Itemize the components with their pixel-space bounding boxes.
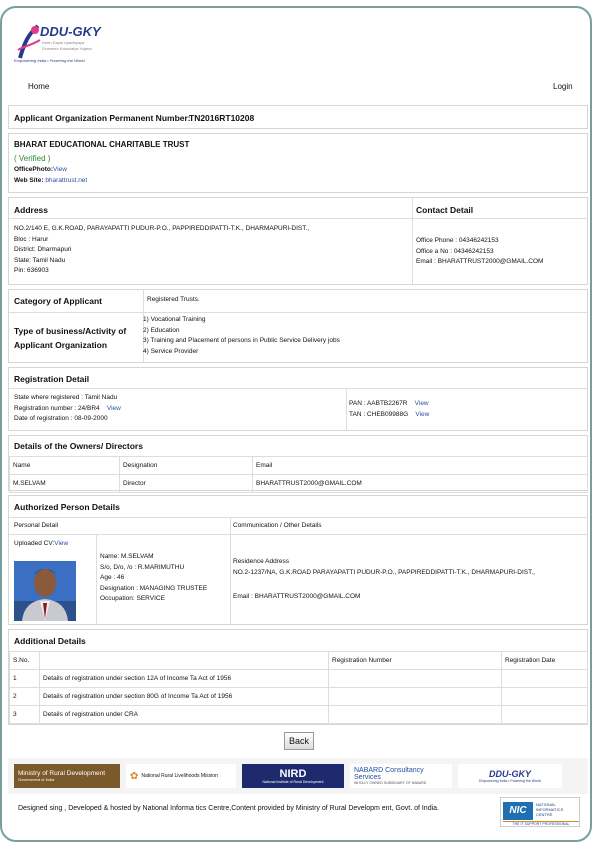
row-reg-date: [502, 670, 588, 688]
registration-state: State where registered : Tamil Nadu: [14, 394, 118, 401]
address-line: NO.2/140 E, G.K.ROAD, PARAYAPATTI PUDUR-P.O., PAPPIREDDIPATTI-T.K., DHARMAPURI-DIST.,: [14, 225, 310, 232]
tan-value: TAN : CHEB09988G: [349, 410, 409, 418]
row-detail: Details of registration under CRA: [40, 706, 329, 724]
address-contact-box: [8, 197, 588, 285]
personal-detail-label: Personal Detail: [14, 522, 59, 529]
nrlm-logo[interactable]: [126, 764, 236, 788]
website-link[interactable]: bharattrust.net: [45, 177, 88, 184]
additional-header: Registration Date: [502, 652, 588, 670]
address-bloc: Bloc : Harur: [14, 235, 49, 243]
authorized-title: Authorized Person Details: [14, 502, 120, 512]
nic-logo-tagline: THE IT SUPPORT PROFESSIONAL: [503, 821, 579, 826]
business-item: 4) Service Provider: [143, 347, 199, 355]
row-reg-number: [329, 688, 502, 706]
address-title: Address: [14, 205, 49, 215]
organization-box: [8, 133, 588, 193]
office-fax: Office a No : 04346242153: [416, 247, 494, 255]
additional-table: [9, 651, 588, 724]
page-frame: [0, 6, 592, 842]
applicant-number-value: TN2016RT10208: [189, 113, 255, 123]
back-button[interactable]: Back: [284, 732, 314, 750]
applicant-number-box: [8, 105, 588, 129]
owners-header: Name: [10, 457, 120, 475]
footer-credits: Designed sing , Developed & hosted by National Informa tics Centre,Content provided by Ministry of Rural Developm ent, Govt. of India.: [18, 805, 439, 812]
business-item: 1) Vocational Training: [143, 316, 206, 323]
mord-logo-sub: Government of India: [18, 777, 55, 782]
nrlm-emblem-icon: ✿: [130, 770, 139, 782]
nav-home-link[interactable]: Home: [28, 82, 50, 91]
mord-logo[interactable]: [14, 764, 120, 788]
logo-tagline: Empowering India • Powering the World: [14, 58, 85, 63]
additional-header: S.No.: [10, 652, 40, 670]
person-email: Email : BHARATTRUST2000@GMAIL.COM: [233, 593, 361, 600]
nabard-logo-text: NABARD Consultancy Services: [354, 767, 424, 781]
additional-header: Registration Number: [329, 652, 502, 670]
row-reg-number: [329, 706, 502, 724]
table-row: [10, 670, 588, 688]
residence-label: Residence Address: [233, 558, 290, 565]
business-label-1: Type of business/Activity of: [14, 326, 127, 336]
nic-logo-mark: NIC: [503, 802, 533, 820]
footer-ddugky-text: DDU-GKY: [489, 769, 531, 779]
applicant-number-label: Applicant Organization Permanent Number:: [14, 113, 191, 123]
nird-logo-sub: National Institute of Rural Development: [262, 780, 324, 784]
business-item: 2) Education: [143, 326, 180, 334]
cv-label: Uploaded CV:: [14, 540, 55, 547]
row-sno: 1: [10, 670, 40, 688]
row-reg-date: [502, 688, 588, 706]
table-row: [10, 706, 588, 724]
logo-title: DDU-GKY: [40, 24, 101, 39]
contact-title: Contact Detail: [416, 205, 474, 215]
registration-title: Registration Detail: [14, 374, 90, 384]
nrlm-logo-text: National Rural Livelihoods Mission: [141, 773, 218, 779]
business-label-2: Applicant Organization: [14, 340, 108, 350]
registration-number: Registration number : 24/BR4: [14, 404, 100, 412]
owners-title: Details of the Owners/ Directors: [14, 441, 143, 451]
owner-email: BHARATTRUST2000@GMAIL.COM: [253, 475, 588, 493]
website-label: Web Site:: [14, 177, 44, 184]
person-name: Name: M.SELVAM: [100, 553, 154, 560]
additional-header: [40, 652, 329, 670]
additional-title: Additional Details: [14, 636, 86, 646]
person-designation: Designation : MANAGING TRUSTEE: [100, 584, 208, 592]
category-value: Registered Trusts.: [147, 296, 200, 303]
person-age: Age : 46: [100, 574, 125, 581]
residence-address: NO.2-1237/NA, G.K.ROAD PARAYAPATTI PUDUR-P.O., PAPPIREDDIPATTI-T.K., DHARMAPURI-DIST.,: [233, 568, 535, 576]
logo-sub1: Deen Dayal Upadhyaya: [42, 40, 85, 45]
registration-date: Date of registration : 08-09-2000: [14, 415, 108, 422]
address-district: District: Dharmapuri: [14, 246, 72, 253]
verified-status: ( Verified ): [14, 154, 51, 163]
owner-name: M.SELVAM: [10, 475, 120, 493]
table-row: [10, 688, 588, 706]
business-item: 3) Training and Placement of persons in Public Service Delivery jobs: [143, 337, 340, 344]
category-box: [8, 289, 588, 363]
owners-header: Email: [253, 457, 588, 475]
table-row: [10, 475, 588, 493]
footer-ddugky-sub: Empowering India • Powering the World: [479, 779, 541, 783]
office-phone: Office Phone : 04346242153: [416, 237, 499, 244]
owners-header: Designation: [120, 457, 253, 475]
tan-view-link[interactable]: View: [415, 410, 430, 418]
row-reg-date: [502, 706, 588, 724]
row-detail: Details of registration under section 12A of Income Ta Act of 1956: [40, 670, 329, 688]
office-photo-label: OfficePhoto:: [14, 166, 53, 173]
pan-view-link[interactable]: View: [414, 400, 429, 407]
org-name: BHARAT EDUCATIONAL CHARITABLE TRUST: [14, 140, 190, 149]
office-photo-view-link[interactable]: View: [53, 166, 67, 173]
owners-box: [8, 435, 588, 491]
mord-logo-text: Ministry of Rural Development: [18, 770, 106, 777]
cv-view-link[interactable]: View: [54, 540, 69, 547]
address-pin: Pin: 636903: [14, 267, 49, 274]
pan-value: PAN : AABTB2267R: [349, 400, 408, 407]
ddu-gky-logo[interactable]: [14, 20, 104, 68]
row-sno: 3: [10, 706, 40, 724]
nird-logo[interactable]: [242, 764, 344, 788]
nabard-logo[interactable]: [350, 764, 452, 788]
logo-sub2: Grameen Kaushalya Yojana: [42, 46, 92, 51]
nabard-logo-sub: WHOLLY OWNED SUBSIDIARY OF NABARD: [354, 781, 427, 785]
authorized-box: [8, 495, 588, 625]
nav-login-link[interactable]: Login: [553, 82, 573, 91]
address-state: State: Tamil Nadu: [14, 256, 66, 264]
registration-box: [8, 367, 588, 431]
contact-email: Email : BHARATTRUST2000@GMAIL.COM: [416, 258, 544, 265]
person-parent: S/o, D/o, /o : R.MARIMUTHU: [100, 563, 185, 571]
nic-logo-name: NATIONAL INFORMATICS CENTRE: [536, 802, 564, 817]
registration-view-link[interactable]: View: [106, 404, 121, 412]
row-detail: Details of registration under section 80G of Income Ta Act of 1956: [40, 688, 329, 706]
nird-logo-text: NIRD: [279, 768, 307, 780]
owners-table: [9, 456, 588, 493]
nic-logo[interactable]: [500, 797, 580, 827]
footer-ddugky-logo[interactable]: [458, 764, 562, 788]
row-sno: 2: [10, 688, 40, 706]
communication-label: Communication / Other Details: [233, 522, 322, 529]
row-reg-number: [329, 670, 502, 688]
person-photo: [14, 561, 76, 621]
additional-box: [8, 629, 588, 725]
owner-designation: Director: [120, 475, 253, 493]
category-label: Category of Applicant: [14, 296, 102, 306]
person-occupation: Occupation: SERVICE: [100, 595, 165, 602]
